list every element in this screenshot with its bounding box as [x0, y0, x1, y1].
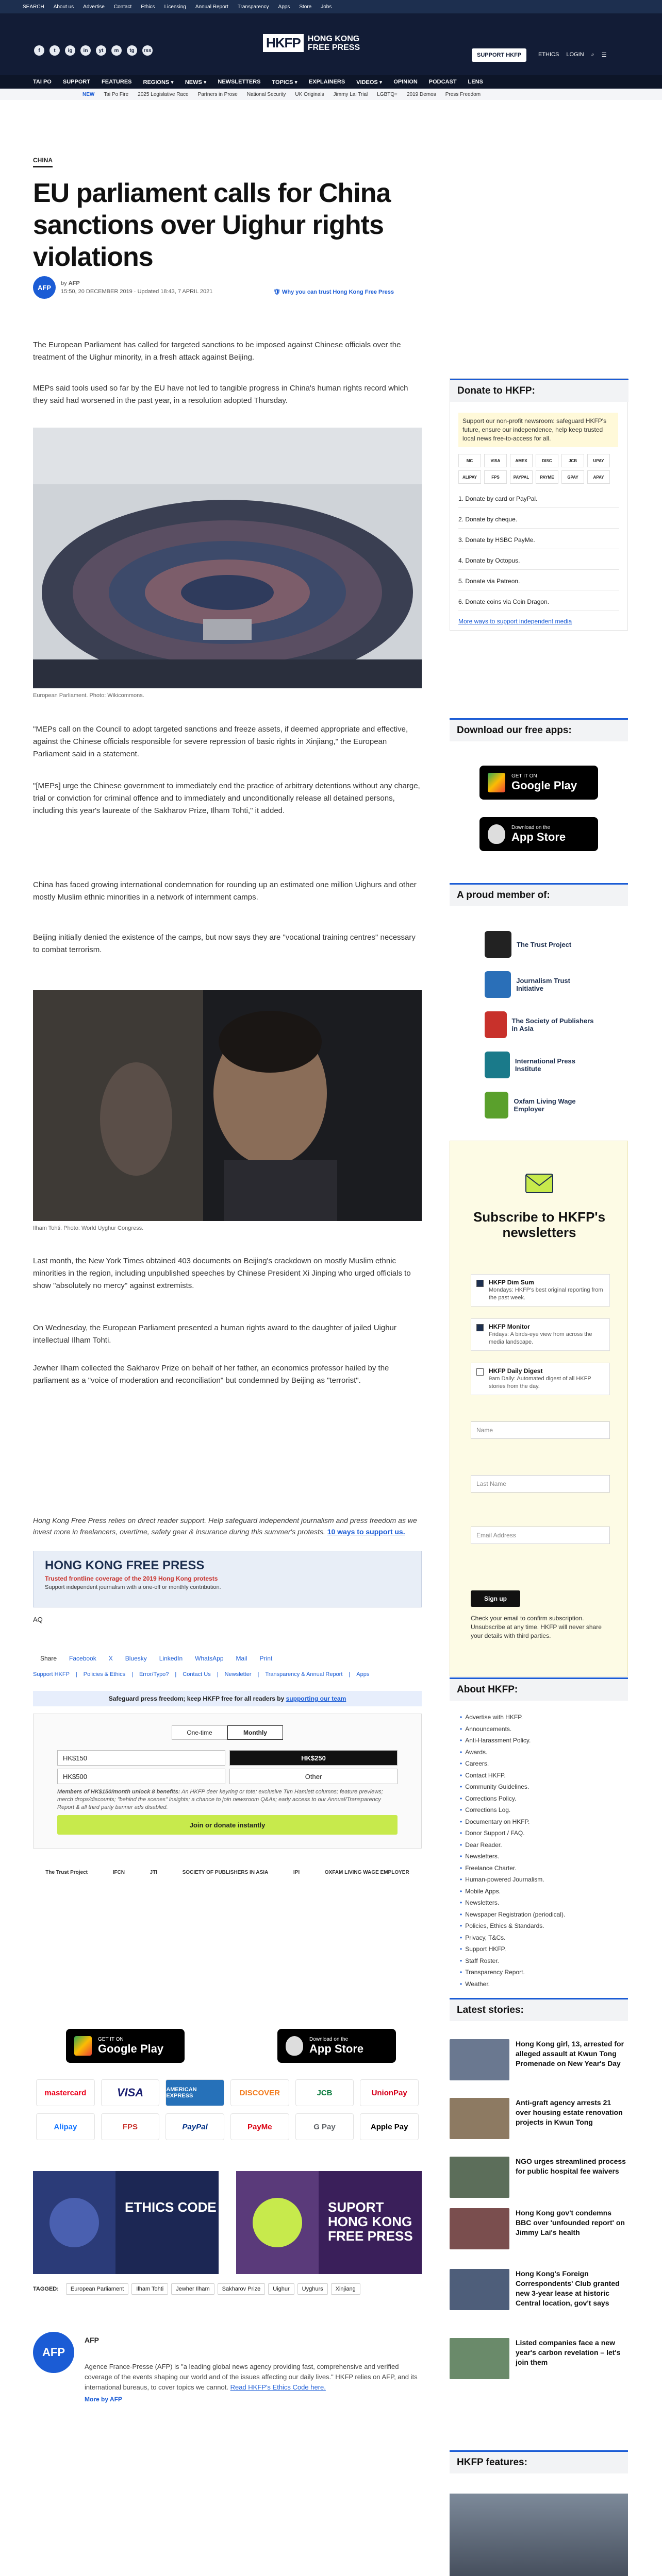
trending-item[interactable]: 2025 Legislative Race — [138, 91, 189, 97]
story-thumbnail — [450, 2208, 509, 2249]
payme-icon: PAYME — [536, 470, 558, 484]
byline — [33, 276, 212, 299]
share-linkedin[interactable]: LinkedIn — [159, 1655, 183, 1662]
app-store-badge[interactable] — [277, 2029, 396, 2063]
member-name: The Society of Publishers in Asia — [511, 1017, 594, 1032]
social-links — [34, 45, 153, 56]
about-item[interactable]: • Newsletters. — [460, 1897, 620, 1909]
article-paragraph: MEPs said tools used so far by the EU have not led to tangible progress in China's human rights record which they said had worsened in the past year, in a resolution adopted Thursday. — [33, 384, 408, 405]
signup-button[interactable]: Sign up — [471, 1590, 520, 1607]
trending-item[interactable]: National Security — [246, 91, 286, 97]
member-name: Oxfam Living Wage Employer — [514, 1097, 576, 1113]
banner-after-text: AQ — [33, 1616, 43, 1623]
newsletter-widget — [450, 1141, 628, 1676]
author-box-avatar[interactable]: AFP — [33, 2332, 74, 2373]
newsletter-note: Check your email to confirm subscription. Unsubscribe at any time. HKFP will never share your details with third parties. — [471, 1615, 602, 1639]
discover-icon: DISC — [536, 454, 558, 467]
amex-icon: AMEX — [510, 454, 533, 467]
join-button[interactable]: Join or donate instantly — [57, 1815, 398, 1835]
app-store-small: Download on the — [309, 2036, 349, 2042]
trust-logo[interactable]: IFCN — [112, 1869, 125, 1875]
topbar-annual-report[interactable]: Annual Report — [195, 4, 228, 10]
google-play-big: Google Play — [98, 2042, 164, 2055]
updated-date: Updated 18:43, 7 APRIL 2021 — [137, 289, 213, 295]
about-item[interactable]: • Weather. — [460, 1978, 620, 1990]
byline-text: by AFP 15:50, 20 DECEMBER 2019 · Updated 18:43, 7 APRIL 2021 — [61, 280, 213, 295]
about-item[interactable]: • Transparency Report. — [460, 1967, 620, 1978]
nav-topics[interactable]: TOPICS ▾ — [272, 79, 297, 86]
trust-logo[interactable]: The Trust Project — [45, 1869, 88, 1875]
freq-monthly[interactable]: Monthly — [227, 1725, 283, 1740]
trust-link[interactable]: 🛡 Why you can trust Hong Kong Free Press — [273, 289, 394, 295]
about-item[interactable]: • Anti-Harassment Policy. — [460, 1735, 620, 1747]
about-item[interactable]: • Documentary on HKFP. — [460, 1816, 620, 1828]
trending-item[interactable]: UK Originals — [295, 91, 324, 97]
nl-desc: 9am Daily: Automated digest of all HKFP stories from the day. — [489, 1376, 591, 1389]
newsletter-option-monitor[interactable] — [471, 1318, 610, 1351]
jcb-icon[interactable]: JCB — [295, 2079, 354, 2106]
trust-logo[interactable]: JTI — [150, 1869, 157, 1875]
donate-option[interactable]: 4. Donate by Octopus. — [458, 552, 619, 570]
search-icon[interactable]: ⌕ — [591, 52, 594, 58]
latest-story[interactable] — [450, 2208, 628, 2265]
safeguard-bar — [33, 1691, 422, 1706]
trending-item[interactable]: 2019 Demos — [406, 91, 436, 97]
about-item[interactable]: • Contact HKFP. — [460, 1770, 620, 1782]
instagram-icon[interactable]: ig — [65, 45, 75, 56]
topbar-licensing[interactable]: Licensing — [164, 4, 186, 10]
rss-icon[interactable]: rss — [142, 45, 153, 56]
fps-icon: FPS — [484, 470, 507, 484]
topbar-search[interactable]: SEARCH — [23, 4, 44, 10]
safeguard-link[interactable]: supporting our team — [286, 1695, 346, 1702]
topbar-contact[interactable]: Contact — [113, 4, 132, 10]
visa-icon: VISA — [484, 454, 507, 467]
donate-option[interactable]: 6. Donate coins via Coin Dragon. — [458, 593, 619, 611]
share-mail[interactable]: Mail — [236, 1655, 247, 1662]
about-item[interactable]: • Community Guidelines. — [460, 1781, 620, 1793]
story-title[interactable]: Hong Kong's Foreign Correspondents' Club granted new 3-year lease at historic Central location, gov't says — [516, 2269, 620, 2307]
tag[interactable]: Ilham Tohti — [131, 2283, 168, 2295]
sidebar-apple-big: App Store — [511, 830, 566, 843]
latest-story[interactable] — [450, 2039, 628, 2096]
share-whatsapp[interactable]: WhatsApp — [195, 1655, 224, 1662]
trending-item[interactable]: Jimmy Lai Trial — [333, 91, 368, 97]
frequency-toggle — [172, 1725, 283, 1740]
checkbox-icon[interactable] — [476, 1368, 484, 1376]
apple-icon — [488, 824, 505, 844]
app-store-row — [66, 2029, 396, 2063]
trust-logo[interactable]: OXFAM LIVING WAGE EMPLOYER — [324, 1869, 409, 1875]
donate-pay-icons — [458, 454, 610, 484]
google-play-icon — [488, 773, 505, 792]
member-name: International Press Institute — [515, 1057, 575, 1073]
google-play-badge[interactable] — [66, 2029, 185, 2063]
member-trust-project[interactable] — [485, 927, 598, 961]
jcb-icon: JCB — [561, 454, 584, 467]
story-thumbnail — [450, 2269, 509, 2310]
sidebar-google-play[interactable] — [479, 766, 598, 800]
article-title: EU parliament calls for China sanctions over Uighur rights violations — [33, 178, 391, 272]
trending-item[interactable]: Partners in Prose — [197, 91, 238, 97]
promo-row — [33, 2171, 422, 2274]
about-item[interactable]: • Announcements. — [460, 1723, 620, 1735]
amount-other[interactable]: Other — [229, 1769, 398, 1784]
support-button[interactable]: SUPPORT HKFP — [472, 48, 526, 62]
logo-text: HONG KONG FREE PRESS — [307, 34, 360, 52]
story-title[interactable]: Hong Kong girl, 13, arrested for alleged assault at Kwun Tong Promenade on New Year's Day — [516, 2040, 624, 2067]
about-item[interactable]: • Human-powered Journalism. — [460, 1874, 620, 1886]
tag[interactable]: Jewher Ilham — [171, 2283, 214, 2295]
nl-desc: Fridays: A birds-eye view from across the media landscape. — [489, 1331, 592, 1345]
trust-project-icon — [485, 931, 511, 958]
sidebar-apple-small: Download on the — [511, 824, 551, 831]
story-thumbnail — [450, 2157, 509, 2198]
latest-title: Latest stories: — [450, 1998, 628, 2021]
article-paragraph: Jewher Ilham collected the Sakharov Prize on behalf of her father, an economics professor hailed by the parliament as a "voice of moderation and reconciliation" but condemned by Beijing as "terrorist". — [33, 1364, 389, 1385]
nl-name: HKFP Dim Sum — [489, 1279, 534, 1286]
nl-name: HKFP Monitor — [489, 1323, 530, 1330]
author-bio-link[interactable]: Read HKFP's Ethics Code here. — [230, 2383, 326, 2391]
ethics-promo-art — [33, 2171, 219, 2274]
trending-label: NEW — [82, 91, 95, 97]
newsletter-envelope-icon — [524, 1168, 555, 1199]
ethics-code-promo[interactable] — [33, 2171, 219, 2274]
about-item[interactable]: • Support HKFP. — [460, 1943, 620, 1955]
about-item[interactable]: • Awards. — [460, 1747, 620, 1758]
tohti-photo-graphic — [33, 990, 422, 1221]
tags-label: TAGGED: — [33, 2286, 59, 2292]
trust-logo[interactable]: IPI — [293, 1869, 300, 1875]
visa-icon[interactable]: VISA — [101, 2079, 160, 2106]
story-thumbnail — [450, 2338, 509, 2379]
tag[interactable]: Uighur — [268, 2283, 294, 2295]
amount-150[interactable]: HK$150 — [57, 1750, 225, 1766]
newsletter-title: Subscribe to HKFP's newsletters — [473, 1209, 606, 1240]
footer-link[interactable]: Newsletter — [224, 1671, 252, 1677]
footer-link[interactable]: Transparency & Annual Report — [265, 1671, 343, 1677]
sidebar-app-store[interactable] — [479, 817, 598, 851]
about-item[interactable]: • Policies, Ethics & Standards. — [460, 1920, 620, 1932]
latest-story[interactable] — [450, 2098, 628, 2155]
member-oxfam[interactable] — [485, 1088, 598, 1122]
author-box-name[interactable]: AFP — [85, 2336, 99, 2344]
x-icon[interactable]: t — [49, 45, 60, 56]
ethics-link[interactable]: ETHICS — [538, 52, 559, 58]
author-box-bio — [85, 2362, 422, 2393]
footer-link[interactable]: Policies & Ethics — [83, 1671, 126, 1677]
footer-link[interactable]: Apps — [356, 1671, 370, 1677]
login-link[interactable]: LOGIN — [566, 52, 584, 58]
about-item[interactable]: • Privacy, T&Cs. — [460, 1932, 620, 1944]
about-item[interactable]: • Newsletters. — [460, 1851, 620, 1862]
support-note-text: Hong Kong Free Press relies on direct reader support. Help safeguard independent journalism and press freedom as we invest more in freelancers, overtime, safety gear & insurance during this summer's protests. — [33, 1516, 417, 1536]
footer-link[interactable]: Error/Typo? — [139, 1671, 169, 1677]
topbar-jobs[interactable]: Jobs — [321, 4, 332, 10]
donate-option[interactable]: 2. Donate by cheque. — [458, 511, 619, 529]
nav-lens[interactable]: LENS — [468, 79, 483, 85]
newsletter-option-dim-sum[interactable] — [471, 1274, 610, 1307]
trust-link-text: Why you can trust Hong Kong Free Press — [282, 289, 394, 295]
about-item[interactable]: • Corrections Log. — [460, 1804, 620, 1816]
nav-podcast[interactable]: PODCAST — [428, 79, 457, 85]
photo-caption: Ilham Tohti. Photo: World Uyghur Congress. — [33, 1225, 144, 1231]
tag[interactable]: Uyghurs — [297, 2283, 328, 2295]
mastercard-icon[interactable]: mastercard — [36, 2079, 95, 2106]
nav-regions[interactable]: REGIONS ▾ — [143, 79, 174, 86]
latest-story[interactable] — [450, 2157, 628, 2213]
mastercard-icon: MC — [458, 454, 481, 467]
google-pay-icon: GPAY — [561, 470, 584, 484]
payment-methods — [33, 2079, 422, 2140]
checkbox-icon[interactable] — [476, 1280, 484, 1287]
about-item[interactable]: • Freelance Charter. — [460, 1862, 620, 1874]
google-pay-icon[interactable]: G Pay — [295, 2113, 354, 2140]
feature-card[interactable] — [450, 2494, 628, 2576]
paypal-icon: PAYPAL — [510, 470, 533, 484]
support-promo-title: SUPORT HONG KONG FREE PRESS — [328, 2199, 413, 2244]
support-banner[interactable] — [33, 1551, 422, 1607]
tohti-photo — [33, 990, 422, 1221]
apple-icon — [286, 2036, 303, 2056]
byline-prefix: by — [61, 280, 67, 286]
nav-features[interactable]: FEATURES — [102, 79, 132, 85]
support-note — [33, 1515, 422, 1537]
parliament-photo-graphic — [33, 428, 422, 688]
trust-logo[interactable]: SOCIETY OF PUBLISHERS IN ASIA — [182, 1869, 269, 1875]
about-item[interactable]: • Mobile Apps. — [460, 1886, 620, 1897]
member-title: A proud member of: — [450, 883, 628, 906]
nav-explainers[interactable]: EXPLAINERS — [308, 79, 345, 85]
topbar-ethics[interactable]: Ethics — [141, 4, 155, 10]
member-ipi[interactable] — [485, 1048, 598, 1082]
site-logo[interactable] — [263, 34, 365, 52]
story-thumbnail — [450, 2039, 509, 2080]
topbar-apps[interactable]: Apps — [278, 4, 290, 10]
trending-item[interactable]: LGBTQ+ — [377, 91, 398, 97]
nav-news[interactable]: NEWS ▾ — [185, 79, 207, 86]
byline-author[interactable]: AFP — [68, 280, 80, 286]
nav-tai-po[interactable]: TAI PO — [33, 79, 52, 85]
about-item[interactable]: • Newspaper Registration (periodical). — [460, 1909, 620, 1921]
facebook-icon[interactable]: f — [34, 45, 44, 56]
footer-link[interactable]: Support HKFP — [33, 1671, 70, 1677]
ethics-promo-title: ETHICS CODE — [125, 2199, 217, 2215]
share-print[interactable]: Print — [259, 1655, 273, 1662]
topbar-advertise[interactable]: Advertise — [83, 4, 105, 10]
donate-intro[interactable]: Support our non-profit newsroom: safeguard HKFP's future, ensure our independence, help keep trusted local news free-to-access for all. — [458, 413, 618, 447]
share-x[interactable]: X — [108, 1655, 113, 1662]
linkedin-icon[interactable]: in — [80, 45, 91, 56]
donation-form — [33, 1714, 422, 1849]
sidebar-google-small: GET IT ON — [511, 773, 537, 779]
article-paragraph: The European Parliament has called for targeted sanctions to be imposed against Chinese officials over the treatment of the Uighur minority, in a fresh attack against Beijing. — [33, 341, 401, 362]
story-title[interactable]: NGO urges streamlined process for public hospital fee waivers — [516, 2157, 626, 2175]
support-hkfp-promo[interactable] — [236, 2171, 422, 2274]
last-name-input[interactable]: Last Name — [471, 1475, 610, 1493]
topbar-store[interactable]: Store — [299, 4, 312, 10]
share-label: Share — [40, 1655, 57, 1662]
fps-icon[interactable]: FPS — [101, 2113, 160, 2140]
payme-icon[interactable]: PayMe — [230, 2113, 289, 2140]
tag[interactable]: Xinjiang — [331, 2283, 360, 2295]
trending-item[interactable]: Tai Po Fire — [104, 91, 129, 97]
nav-videos[interactable]: VIDEOS ▾ — [356, 79, 383, 86]
story-title[interactable]: Listed companies face a new year's carbon revelation – let's join them — [516, 2338, 621, 2366]
donate-title: Donate to HKFP: — [450, 379, 628, 402]
latest-story[interactable] — [450, 2269, 628, 2326]
top-bar — [0, 0, 662, 13]
article-paragraph: Beijing initially denied the existence of the camps, but now says they are "vocational training centres" necessary to combat terrorism. — [33, 933, 416, 954]
apple-pay-icon[interactable]: Apple Pay — [360, 2113, 419, 2140]
freq-one-time[interactable]: One-time — [172, 1725, 227, 1740]
story-thumbnail — [450, 2098, 509, 2139]
banner-title: HONG KONG FREE PRESS — [45, 1558, 205, 1572]
article-paragraph: "MEPs call on the Council to adopt targeted sanctions and freeze assets, if deemed appropriate and effective, against the Chinese officials responsible for severe repression of basic rights in Xinjiang," the European Parliament said in a statement. — [33, 725, 408, 758]
alipay-icon: ALIPAY — [458, 470, 481, 484]
sopa-icon — [485, 1011, 507, 1038]
article-paragraph: Last month, the New York Times obtained 403 documents on Beijing's crackdown on mostly Muslim ethnic minorities in the region, including unpublished speeches by Chinese President Xi Jinping who urged officials to show "absolutely no mercy" against extremists. — [33, 1257, 411, 1290]
google-play-icon — [74, 2036, 92, 2056]
article-paragraph: On Wednesday, the European Parliament presented a human rights award to the daughter of jailed Uighur intellectual Ilham Tohti. — [33, 1324, 396, 1345]
unionpay-icon[interactable]: UnionPay — [360, 2079, 419, 2106]
donate-option[interactable]: 1. Donate by card or PayPal. — [458, 490, 619, 508]
donate-option[interactable]: 5. Donate via Patreon. — [458, 572, 619, 590]
banner-subtitle-2: Support independent journalism with a one-off or monthly contribution. — [45, 1584, 221, 1590]
about-title: About HKFP: — [450, 1677, 628, 1701]
main-nav — [0, 75, 662, 89]
about-item[interactable]: • Advertise with HKFP. — [460, 1711, 620, 1723]
member-name: The Trust Project — [517, 940, 572, 948]
about-item[interactable]: • Donor Support / FAQ. — [460, 1827, 620, 1839]
nav-opinion[interactable]: OPINION — [393, 79, 418, 85]
article-footer-links: Support HKFP | Policies & Ethics | Error/Typo? | Contact Us | Newsletter | Transparency & Annual Report | Apps — [33, 1671, 370, 1677]
nav-support[interactable]: SUPPORT — [62, 79, 91, 85]
trust-logos — [33, 1857, 422, 1888]
name-input[interactable]: Name — [471, 1421, 610, 1439]
discover-icon[interactable]: DISCOVER — [230, 2079, 289, 2106]
logo-mark: HKFP — [263, 34, 304, 52]
apps-title: Download our free apps: — [450, 718, 628, 741]
feature-image — [450, 2494, 628, 2576]
features-title: HKFP features: — [450, 2450, 628, 2473]
apple-pay-icon: APAY — [587, 470, 610, 484]
more-ways-link[interactable]: More ways to support independent media — [458, 618, 572, 625]
member-name: Journalism Trust Initiative — [516, 977, 570, 992]
author-bio-text: Agence France-Presse (AFP) is "a leading global news agency providing fast, comprehensive and verified coverage of the events shaping our world and of the issues affecting our daily lives." HKFP relies on AFP, and its international bureaus, to cover topics we cannot. — [85, 2363, 418, 2391]
banner-subtitle: Trusted frontline coverage of the 2019 Hong Kong protests — [45, 1575, 218, 1582]
mastodon-icon[interactable]: m — [111, 45, 122, 56]
about-item[interactable]: • Dear Reader. — [460, 1839, 620, 1851]
about-item[interactable]: • Careers. — [460, 1758, 620, 1770]
email-input[interactable]: Email Address — [471, 1527, 610, 1544]
share-bar — [40, 1655, 272, 1662]
tag[interactable]: European Parliament — [66, 2283, 128, 2295]
youtube-icon[interactable]: yt — [96, 45, 106, 56]
member-sopa[interactable] — [485, 1008, 598, 1042]
paypal-icon[interactable]: PayPal — [166, 2113, 224, 2140]
story-title[interactable]: Hong Kong gov't condemns BBC over 'unfounded report' on Jimmy Lai's health — [516, 2209, 625, 2236]
photo-caption: European Parliament. Photo: Wikicommons. — [33, 692, 144, 699]
article-paragraph: China has faced growing international condemnation for rounding up an estimated one million Uighurs and other mostly Muslim ethnic minorities in a network of internment camps. — [33, 880, 417, 902]
latest-story[interactable] — [450, 2338, 628, 2395]
app-store-big: App Store — [309, 2042, 364, 2055]
topbar-transparency[interactable]: Transparency — [237, 4, 269, 10]
donate-option[interactable]: 3. Donate by HSBC PayMe. — [458, 531, 619, 549]
google-play-small: GET IT ON — [98, 2036, 124, 2042]
header-links — [538, 52, 607, 58]
membership-note-text: An HKFP deer keyring or tote; exclusive Tim Hamlett columns; feature previews; merch drops/discounts; "behind the scenes" insights; a chance to join newsroom Q&As; early access to our Annual/Transparency Report & all third party banner ads disabled. — [57, 1789, 383, 1810]
member-jti[interactable] — [485, 968, 598, 1002]
telegram-icon[interactable]: tg — [127, 45, 137, 56]
about-list — [460, 1711, 620, 1990]
amount-500[interactable]: HK$500 — [57, 1769, 225, 1784]
share-bluesky[interactable]: Bluesky — [125, 1655, 147, 1662]
menu-icon[interactable]: ☰ — [601, 52, 607, 58]
trending-item[interactable]: Press Freedom — [445, 91, 481, 97]
trending-bar — [0, 89, 662, 100]
safeguard-text: Safeguard press freedom; keep HKFP free for all readers by — [108, 1695, 285, 1702]
membership-note — [57, 1788, 398, 1811]
about-item[interactable]: • Corrections Policy. — [460, 1793, 620, 1805]
site-header — [0, 13, 662, 75]
footer-link[interactable]: Contact Us — [183, 1671, 211, 1677]
nav-newsletters[interactable]: NEWSLETTERS — [218, 79, 261, 85]
more-by-author[interactable]: More by AFP — [85, 2396, 122, 2403]
unionpay-icon: UPAY — [587, 454, 610, 467]
share-facebook[interactable]: Facebook — [69, 1655, 96, 1662]
publish-date: 15:50, 20 DECEMBER 2019 — [61, 289, 133, 295]
author-avatar[interactable]: AFP — [33, 276, 56, 299]
amount-250[interactable]: HK$250 — [229, 1750, 398, 1766]
jti-icon — [485, 971, 511, 998]
story-title[interactable]: Anti-graft agency arrests 21 over housing estate renovation projects in Kwun Tong — [516, 2098, 623, 2126]
alipay-icon[interactable]: Alipay — [36, 2113, 95, 2140]
tag[interactable]: Sakharov Prize — [218, 2283, 266, 2295]
checkbox-icon[interactable] — [476, 1324, 484, 1331]
parliament-photo — [33, 428, 422, 688]
sidebar-google-big: Google Play — [511, 778, 577, 792]
donate-widget — [450, 378, 628, 631]
about-item[interactable]: • Staff Roster. — [460, 1955, 620, 1967]
topbar-about[interactable]: About us — [53, 4, 74, 10]
newsletter-option-daily[interactable] — [471, 1363, 610, 1395]
article-category[interactable]: CHINA — [33, 157, 53, 167]
membership-note-bold: Members of HK$150/month unlock 8 benefits: — [57, 1789, 180, 1795]
support-note-link[interactable]: 10 ways to support us. — [327, 1528, 405, 1536]
tags — [33, 2283, 422, 2295]
nl-desc: Mondays: HKFP's best original reporting from the past week. — [489, 1287, 603, 1301]
ipi-icon — [485, 1052, 510, 1078]
nl-name: HKFP Daily Digest — [489, 1367, 543, 1375]
article-paragraph: "[MEPs] urge the Chinese government to immediately end the practice of arbitrary detentions without any charge, trial or conviction for criminal offence and to immediately and unconditionally release all detained persons, including this year's laureate of the Sakharov Prize, Ilham Tohti," it added. — [33, 782, 420, 815]
oxfam-icon — [485, 1092, 508, 1118]
amex-icon[interactable]: AMERICAN EXPRESS — [166, 2079, 224, 2106]
